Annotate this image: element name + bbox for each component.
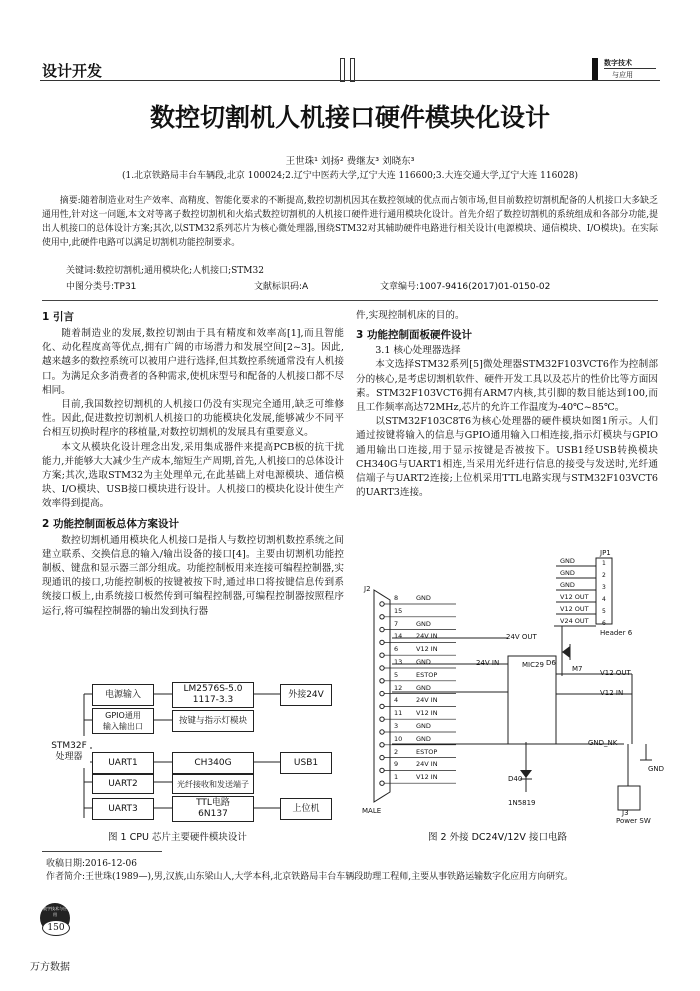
right-column: [356, 309, 658, 500]
left-column: [42, 309, 344, 619]
db-pin-number: 5: [394, 670, 399, 679]
db-pin: [380, 781, 384, 785]
affiliations: (1.北京铁路局丰台车辆段,北京 100024;2.辽宁中医药大学,辽宁大连 116600;3.大连交通大学,辽宁大连 116028): [121, 171, 579, 181]
abstract-rule: [42, 300, 658, 301]
db-pin: [380, 768, 384, 772]
jp1-pin-net: GND: [560, 557, 575, 565]
d6-label: D6: [546, 659, 556, 667]
net-v12-out: V12 OUT: [600, 669, 631, 677]
jp1-pin-number: 4: [602, 596, 606, 603]
jp1-pin-number: 2: [602, 572, 606, 579]
figure-1-caption: 图 1 CPU 芯片主要硬件模块设计: [108, 832, 247, 843]
jp1-pin-net: V12 OUT: [560, 605, 589, 613]
db-pin-number: 15: [394, 606, 403, 615]
page-number: 150: [42, 920, 70, 936]
jp1-pin-net: GND: [560, 581, 575, 589]
db-pin-number: 4: [394, 696, 399, 705]
jp1-label: JP1: [600, 549, 611, 557]
db-pin-net: ESTOP: [416, 747, 438, 756]
jp1-pin-number: 3: [602, 584, 606, 591]
db-pin: [380, 717, 384, 721]
author-bio: 作者简介:王世珠(1989—),男,汉族,山东梁山人,大学本科,北京铁路局丰台车辆段助理工程师,主要从事铁路运输数字化应用方向研究。: [46, 872, 574, 882]
db-pin: [380, 691, 384, 695]
s2-paragraph-1: 数控切割机通用模块化人机接口是指人与数控切割机数控系统之间建立联系、交换信息的输入/输出设备的接口[4]。主要由切割机功能控制板、键盘和显示器三部分组成。功能控制板用来连接可编程控制器,实现通讯的接口,功能控制板的按键被按下时,通过串口将按键信息传到系统接口板上,由系统接口板然传到可编程控制器,可编程控制器按照程序运行,将可编程控制器的输出发到执行器: [42, 534, 344, 617]
db-pin-net: V12 IN: [416, 645, 438, 654]
db-pin-net: GND: [416, 658, 431, 666]
db-pin: [380, 704, 384, 708]
abstract: 摘要:随着制造业对生产效率、高精度、智能化要求的不断提高,数控切割机因其在数控领域的优点而占领市场,但目前数控切割机配备的人机接口大多缺乏通用性,针对这一问题,本文对等离子数控切割机和火焰式数控切割机的人机接口硬件进行通用模块化设计。首先介绍了数控切割机的系统组成和各部分功能,提出人机接口的总体设计方案;其次,以STM32系列芯片为核心微处理器,围绕STM32对其辅助硬件电路进行相关设计(电源模块、通信模块、I/O模块)。在实际使用中,此硬件电路可以满足切割机功能控制要求。: [42, 196, 658, 248]
document-code: 文献标识码:A: [254, 282, 309, 292]
net-24v-out: 24V OUT: [506, 633, 537, 641]
s31-paragraph-2: 以STM32F103C8T6为核心处理器的硬件模块如图1所示。人们通过按键将输入的信息与GPIO通用输入口相连接,指示灯模块与GPIO通用输出口连接,用于显示按键是否被按下。USB1经USB转换模块CH340G与UART1相连,当采用光纤进行信息的接受与发送时,光纤通信端子与UART2连接;上位机采用TTL电路实现与STM32F103VCT6的UART3连接。: [356, 416, 658, 499]
db-pin-net: 24V IN: [416, 632, 438, 641]
db-pin-net: V12 IN: [416, 709, 438, 718]
db-pin-number: 12: [394, 683, 403, 692]
header6-label: Header 6: [600, 629, 633, 637]
right-paragraph-0: 件,实现控制机床的目的。: [356, 310, 465, 321]
fig1-mid-power: LM2576S-5.0 1117-3.3: [172, 682, 254, 708]
section-1-title: 1 引言: [42, 311, 74, 323]
fig1-left-uart2: UART2: [92, 774, 154, 794]
keywords: 关键词:数控切割机;通用模块化;人机接口;STM32: [66, 266, 264, 276]
db-pin-number: 13: [394, 658, 403, 666]
db-pin-number: 10: [394, 734, 403, 743]
journal-logo: 数字技术 与应用: [592, 58, 660, 80]
db-pin-net: GND: [416, 683, 431, 692]
db-pin-net: GND: [416, 722, 431, 730]
db-pin: [380, 679, 384, 683]
j2-label: J2: [364, 585, 371, 593]
db-pin-net: 24V IN: [416, 760, 438, 769]
db-pin: [380, 653, 384, 657]
db-pin-net: GND: [416, 619, 431, 628]
fig1-left-gpio: GPIO通用 输入输出口: [92, 708, 154, 734]
fig1-mid-uart2: 光纤接收和发送端子: [172, 774, 254, 794]
db-pin-net: GND: [416, 734, 431, 743]
article-title: 数控切割机人机接口硬件模块化设计: [149, 103, 550, 132]
db-pin: [380, 602, 384, 606]
jp1-pin-number: 5: [602, 608, 606, 615]
jp1-pin-number: 1: [602, 560, 606, 567]
db-pin-net: ESTOP: [416, 670, 438, 679]
clc-number: 中图分类号:TP31: [66, 282, 137, 292]
section-3-1-title: 3.1 核心处理器选择: [375, 345, 461, 357]
section-2-title: 2 功能控制面板总体方案设计: [42, 517, 179, 530]
db-pin: [380, 666, 384, 670]
db-pin: [380, 627, 384, 631]
d40-part: 1N5819: [508, 799, 536, 807]
source-watermark: 万方数据: [30, 962, 70, 973]
db-pin-number: 14: [394, 632, 403, 641]
db-pin-number: 6: [394, 645, 399, 654]
db-pin: [380, 743, 384, 747]
j3-label: J3: [622, 809, 629, 817]
figure-2: [356, 546, 665, 826]
jp1-pin-net: V12 OUT: [560, 593, 589, 601]
s1-paragraph-3: 本文从模块化设计理念出发,采用集成器件来提高PCB板的抗干扰能力,并能够大大减少生产成本,缩短生产周期,首先,人机接口的总体设计方案;其次,选取STM32为主处理单元,在此基础上对电源模块、通信模块、I/O模块、USB接口模块进行设计。人机接口的模块化设计使生产效率得到提高。: [42, 441, 344, 510]
db-pin: [380, 730, 384, 734]
fig1-left-uart3: UART3: [92, 798, 154, 820]
d6-part: M7: [572, 665, 583, 673]
db-pin-number: 3: [394, 722, 399, 730]
jp1-pin-net: V24 OUT: [560, 617, 589, 625]
footer-rule: [42, 851, 162, 852]
db-pin-net: 24V IN: [416, 696, 438, 705]
db-pin: [380, 640, 384, 644]
fig1-right-power: 外接24V: [280, 684, 332, 706]
jp1-pin-net: GND: [560, 569, 575, 577]
received-date: 收稿日期:2016-12-06: [46, 859, 137, 869]
db-pin-number: 2: [394, 747, 399, 756]
figure-1: [46, 678, 336, 824]
db-pin-number: 11: [394, 709, 403, 718]
db-pin-number: 1: [394, 773, 399, 782]
s31-paragraph-1: 本文选择STM32系列[5]微处理器STM32F103VCT6作为控制部分的核心,是考虑切割机软件、硬件开发工具以及芯片的性价比等方面因素。STM32F103VCT6拥有ARM7内核,其引脚的数目能达到100,而且工作频率高达72MHz,芯片的允许工作温度为-40℃~85℃。: [356, 359, 658, 414]
section-3-title: 3 功能控制面板硬件设计: [356, 329, 472, 342]
page-seal-text: 数字技术与应用: [43, 906, 67, 917]
db-pin-net: V12 IN: [416, 773, 438, 782]
authors: 王世珠¹ 刘扬² 费继友³ 刘晓东³: [285, 156, 415, 167]
fig1-mid-uart1: CH340G: [172, 752, 254, 774]
d40-label: D40: [508, 775, 523, 783]
section-label: 设计开发: [42, 62, 103, 80]
j3-part: Power SW: [616, 817, 651, 825]
db-pin: [380, 755, 384, 759]
figure-2-caption: 图 2 外接 DC24V/12V 接口电路: [428, 832, 567, 843]
db-pin-net: GND: [416, 594, 431, 602]
db-pin: [380, 615, 384, 619]
fig1-left-uart1: UART1: [92, 752, 154, 774]
net-gnd-nk: GND_NK: [588, 739, 618, 747]
fig1-right-uart1: USB1: [280, 752, 332, 774]
figure-1-cpu-box: STM32F 处理器: [48, 736, 90, 768]
article-number: 文章编号:1007-9416(2017)01-0150-02: [380, 282, 551, 292]
header-rule: [40, 80, 660, 81]
s1-paragraph-1: 随着制造业的发展,数控切割由于具有精度和效率高[1],而且智能化、动化程度高等优点,拥有广阔的市场潜力和发展空间[2~3]。因此,越来越多的数控系统可以被用户进行选择,但其数控系统通常没有人机接口。为满足众多消费者的各种需求,使机床型号和配备的人机接口都不尽相同。: [42, 328, 344, 396]
net-gnd: GND: [648, 765, 665, 773]
s1-paragraph-2: 目前,我国数控切割机的人机接口仍没有实现完全通用,缺乏可维修性。因此,促进数控切割机人机接口的功能模块化发展,能够减少不同平台相互切换时程序的移植量,对数控切割机的发展具有重要意义。: [42, 399, 344, 439]
header-bars: [338, 58, 366, 80]
male-label: MALE: [362, 807, 382, 815]
fig1-mid-gpio: 按键与指示灯模块: [172, 710, 254, 732]
fig1-left-power: 电源输入: [92, 684, 154, 706]
net-v12-in: V12 IN: [600, 689, 624, 697]
fig1-right-uart3: 上位机: [280, 798, 332, 820]
fig1-mid-uart3: TTL电路 6N137: [172, 796, 254, 822]
db-pin-number: 9: [394, 760, 399, 769]
mic-label: MIC29: [522, 661, 544, 669]
db-pin-number: 7: [394, 619, 399, 628]
db-pin-number: 8: [394, 594, 399, 602]
jp1-pin-number: 6: [602, 620, 606, 627]
net-24v-in: 24V IN: [476, 659, 500, 667]
